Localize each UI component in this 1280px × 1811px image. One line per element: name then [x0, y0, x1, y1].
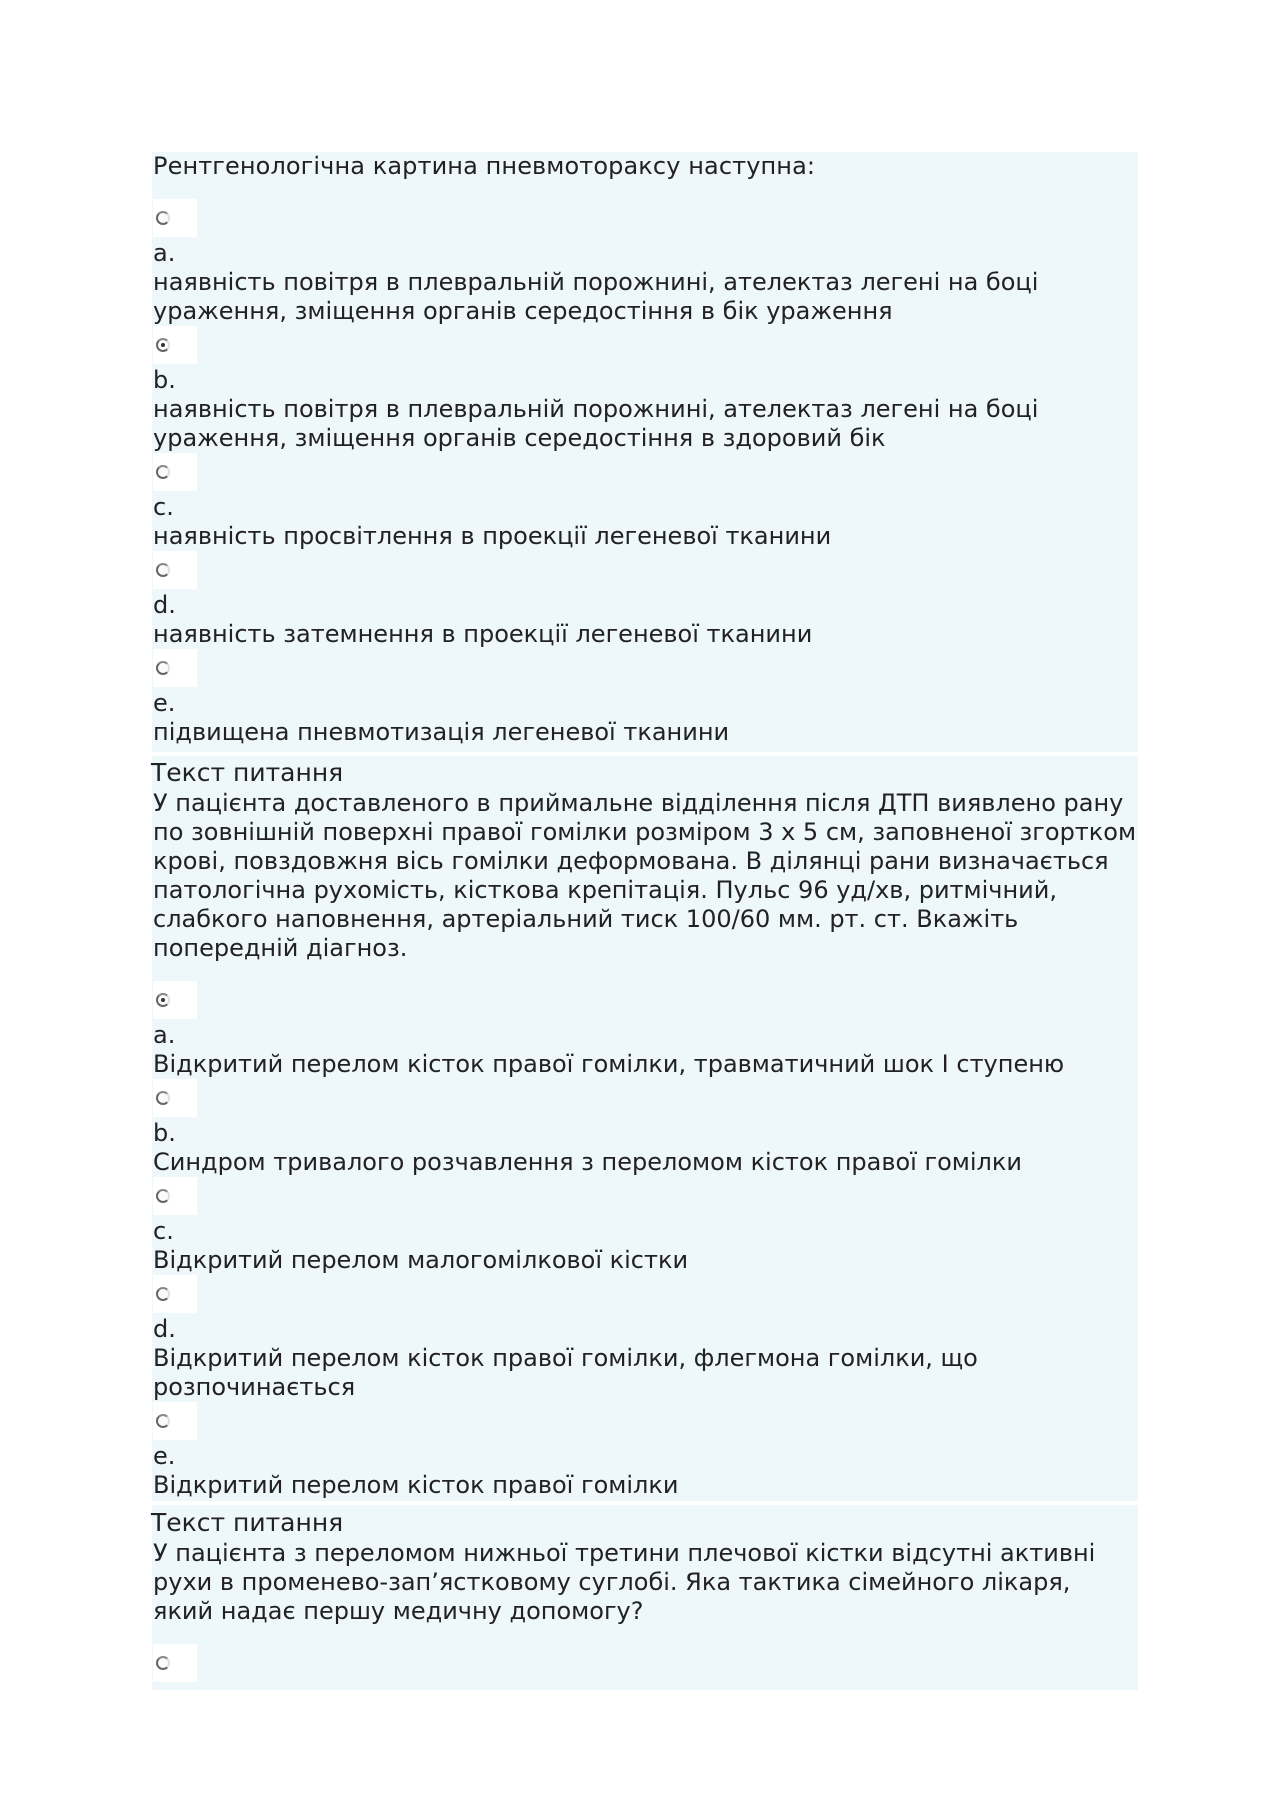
option-c [153, 453, 1138, 551]
option-e [153, 1402, 1138, 1500]
radio-cell[interactable] [153, 1402, 197, 1440]
option-letter: d. [153, 591, 176, 619]
option-label[interactable]: Відкритий перелом кісток правої гомілки [153, 1471, 679, 1499]
radio-cell[interactable] [153, 1275, 197, 1313]
radio-cell[interactable] [153, 551, 197, 589]
radio-button-icon[interactable] [156, 1091, 170, 1105]
option-letter: c. [153, 493, 174, 521]
radio-button-icon[interactable] [156, 465, 170, 479]
option-a [153, 199, 1138, 326]
option-label[interactable]: Відкритий перелом кісток правої гомілки, травматичний шок I ступеню [153, 1050, 1065, 1078]
option-a [153, 981, 1138, 1079]
radio-button-checked-icon[interactable] [156, 338, 170, 352]
option-letter: e. [153, 1442, 176, 1470]
radio-cell[interactable] [153, 981, 197, 1019]
option-d [153, 551, 1138, 649]
option-letter: b. [153, 366, 176, 394]
radio-button-icon[interactable] [156, 1414, 170, 1428]
option-label[interactable]: наявність просвітлення в проекції легеневої тканини [153, 522, 832, 550]
option-letter: b. [153, 1119, 176, 1147]
question-title: Текст питання [151, 1508, 344, 1537]
option-letter: c. [153, 1217, 174, 1245]
question-2 [153, 758, 1138, 1500]
option-c [153, 1177, 1138, 1275]
radio-button-icon[interactable] [156, 1656, 170, 1670]
option-e [153, 649, 1138, 747]
option-label[interactable]: наявність повітря в плевральній порожнині, ателектаз легені на боці ураження, зміщення органів середостіння в здоровий бік [153, 395, 1039, 452]
option-label[interactable]: Відкритий перелом малогомілкової кістки [153, 1246, 689, 1274]
option-b [153, 1079, 1138, 1177]
option-label[interactable]: наявність повітря в плевральній порожнині, ателектаз легені на боці ураження, зміщення органів середостіння в бік ураження [153, 268, 1039, 325]
option-first [153, 1644, 1138, 1682]
option-b [153, 326, 1138, 453]
radio-cell[interactable] [153, 1177, 197, 1215]
radio-cell[interactable] [153, 1079, 197, 1117]
question-text: Рентгенологічна картина пневмотораксу наступна: [153, 152, 816, 180]
question-title: Текст питання [151, 758, 344, 787]
question-1 [153, 152, 1138, 747]
radio-cell[interactable] [153, 649, 197, 687]
radio-button-icon[interactable] [156, 1287, 170, 1301]
option-letter: a. [153, 239, 176, 267]
radio-button-icon[interactable] [156, 563, 170, 577]
option-label[interactable]: Відкритий перелом кісток правої гомілки, флегмона гомілки, що розпочинається [153, 1344, 978, 1401]
radio-button-icon[interactable] [156, 211, 170, 225]
option-label[interactable]: наявність затемнення в проекції легеневої тканини [153, 620, 813, 648]
radio-cell[interactable] [153, 1644, 197, 1682]
option-letter: e. [153, 689, 176, 717]
question-text: У пацієнта з переломом нижньої третини плечової кістки відсутні активні рухи в променево-зап’ястковому суглобі. Яка тактика сімейного лікаря, який надає першу медичну допомогу? [153, 1539, 1096, 1625]
radio-button-icon[interactable] [156, 661, 170, 675]
radio-button-icon[interactable] [156, 1189, 170, 1203]
option-letter: a. [153, 1021, 176, 1049]
option-d [153, 1275, 1138, 1402]
radio-cell[interactable] [153, 453, 197, 491]
question-text: У пацієнта доставленого в приймальне відділення після ДТП виявлено рану по зовнішній поверхні правої гомілки розміром 3 х 5 см, заповненої згортком крові, повздовжня вісь гомілки деформована. В ділянці рани визначається патологічна рухомість, кісткова крепітація. Пульс 96 уд/хв, ритмічний, слабкого наповнення, артеріальний тиск 100/60 мм. рт. ст. Вкажіть попередній діагноз. [153, 789, 1137, 962]
radio-cell[interactable] [153, 326, 197, 364]
radio-button-checked-icon[interactable] [156, 993, 170, 1007]
radio-cell[interactable] [153, 199, 197, 237]
option-letter: d. [153, 1315, 176, 1343]
option-label[interactable]: Синдром тривалого розчавлення з переломом кісток правої гомілки [153, 1148, 1022, 1176]
option-label[interactable]: підвищена пневмотизація легеневої тканини [153, 718, 730, 746]
question-3 [153, 1508, 1138, 1682]
